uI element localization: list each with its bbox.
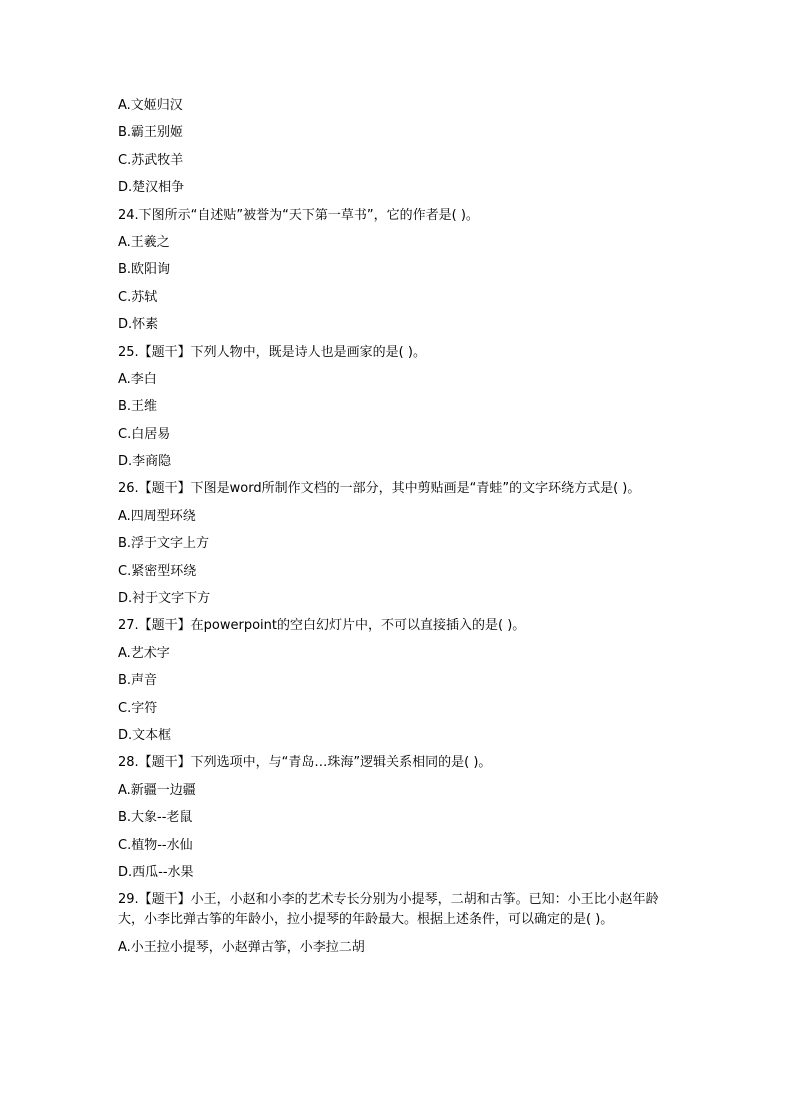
option-c: C.苏武牧羊 xyxy=(118,152,184,168)
option-d: D.文本框 xyxy=(118,727,172,743)
option-b: B.霸王别姬 xyxy=(118,125,184,141)
question-28: 28.【题干】下列选项中，与“青岛…珠海”逻辑关系相同的是( )。 xyxy=(118,755,492,771)
option-a: A.小王拉小提琴，小赵弹古筝，小李拉二胡 xyxy=(118,939,365,955)
option-b: B.欧阳询 xyxy=(118,262,171,278)
option-b: B.王维 xyxy=(118,399,158,415)
option-b: B.浮于文字上方 xyxy=(118,536,210,552)
option-a: A.文姬归汉 xyxy=(118,98,183,113)
option-d: D.楚汉相争 xyxy=(118,180,185,196)
question-26: 26.【题干】下图是word所制作文档的一部分，其中剪贴画是“青蛙”的文字环绕方式是( )。 xyxy=(118,481,641,497)
question-27: 27.【题干】在powerpoint的空白幻灯片中，不可以直接插入的是( )。 xyxy=(118,618,526,634)
option-a: A.王羲之 xyxy=(118,234,170,250)
option-a: A.李白 xyxy=(118,371,157,387)
question-24: 24.下图所示“自述贴”被誉为“天下第一草书”，它的作者是( )。 xyxy=(118,207,479,223)
question-25: 25.【题干】下列人物中，既是诗人也是画家的是( )。 xyxy=(118,344,426,360)
option-d: D.西瓜--水果 xyxy=(118,864,194,880)
option-b: B.声音 xyxy=(118,673,158,689)
option-d: D.怀素 xyxy=(118,317,159,333)
option-a: A.新疆一边疆 xyxy=(118,782,196,798)
question-29: 29.【题干】小王，小赵和小李的艺术专长分别为小提琴，二胡和古筝。已知：小王比小赵年龄大，小李比弹古筝的年龄小，拉小提琴的年龄最大。根据上述条件，可以确定的是( )。 xyxy=(118,892,659,928)
option-a: A.四周型环绕 xyxy=(118,508,196,524)
option-c: C.苏轼 xyxy=(118,289,158,305)
option-d: D.李商隐 xyxy=(118,454,172,470)
option-c: C.字符 xyxy=(118,700,158,716)
option-c: C.紧密型环绕 xyxy=(118,563,197,579)
option-c: C.植物--水仙 xyxy=(118,837,193,853)
question-list xyxy=(118,96,678,965)
option-b: B.大象--老鼠 xyxy=(118,810,193,826)
option-d: D.衬于文字下方 xyxy=(118,591,211,607)
option-c: C.白居易 xyxy=(118,426,171,442)
option-a: A.艺术字 xyxy=(118,645,170,661)
